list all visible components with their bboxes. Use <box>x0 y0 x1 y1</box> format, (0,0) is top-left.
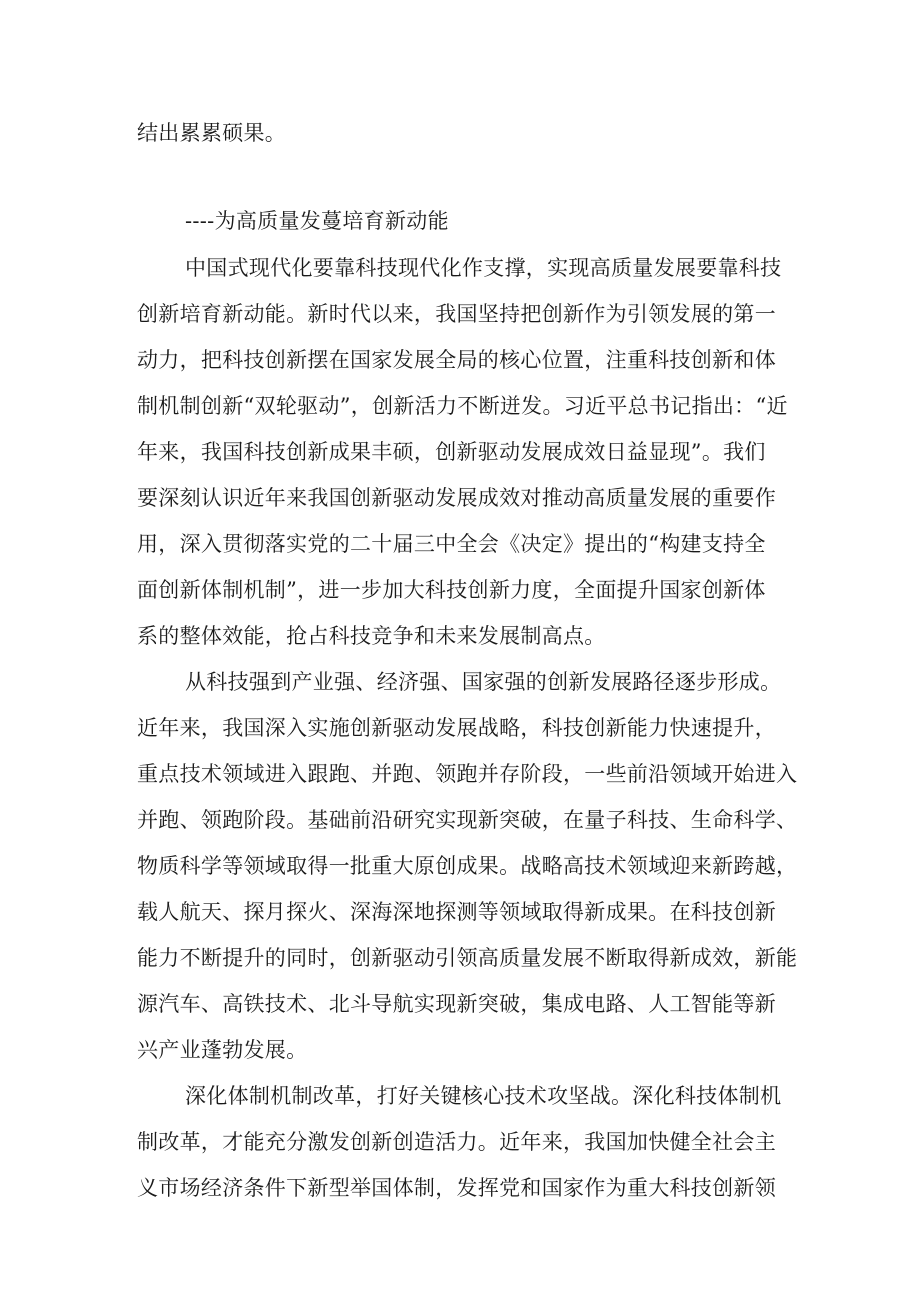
text-line: 系的整体效能，抢占科技竞争和未来发展制高点。 <box>137 624 606 648</box>
text-line: 兴产业蓬勃发展。 <box>137 1038 308 1062</box>
text-line: 能力不断提升的同时，创新驱动引领高质量发展不断取得新成效，新能 <box>137 946 797 970</box>
text-line: 结出累累硕果。 <box>137 121 287 145</box>
text-line: 源汽车、高铁技术、北斗导航实现新突破，集成电路、人工智能等新 <box>137 992 776 1016</box>
text-line: 用，深入贯彻落实党的二十届三中全会《决定》提出的“构建支持全 <box>137 532 766 556</box>
text-line: 并跑、领跑阶段。基础前沿研究实现新突破，在量子科技、生命科学、 <box>137 808 797 832</box>
text-line: 制改革，才能充分激发创新创造活力。近年来，我国加快健全社会主 <box>137 1130 776 1154</box>
text-line: 深化体制机制改革，打好关键核心技术攻坚战。深化科技体制机 <box>185 1084 782 1108</box>
text-line: 从科技强到产业强、经济强、国家强的创新发展路径逐步形成。 <box>185 670 782 694</box>
section-subtitle: ----为高质量发蔓培育新动能 <box>185 209 449 233</box>
text-line: 要深刻认识近年来我国创新驱动发展成效对推动高质量发展的重要作 <box>137 486 776 510</box>
text-line: 年来，我国科技创新成果丰硕，创新驱动发展成效日益显现”。我们 <box>137 440 766 464</box>
text-line: 近年来，我国深入实施创新驱动发展战略，科技创新能力快速提升， <box>137 716 776 740</box>
text-line: 义市场经济条件下新型举国体制，发挥党和国家作为重大科技创新领 <box>137 1176 776 1200</box>
text-line: 面创新体制机制”，进一步加大科技创新力度，全面提升国家创新体 <box>137 578 766 602</box>
text-line: 制机制创新“双轮驱动”，创新活力不断迸发。习近平总书记指出：“近 <box>137 394 788 418</box>
text-line: 动力，把科技创新摆在国家发展全局的核心位置，注重科技创新和体 <box>137 348 776 372</box>
text-line: 载人航天、探月探火、深海深地探测等领域取得新成果。在科技创新 <box>137 900 776 924</box>
text-line: 创新培育新动能。新时代以来，我国坚持把创新作为引领发展的第一 <box>137 302 776 326</box>
text-line: 重点技术领域进入跟跑、并跑、领跑并存阶段，一些前沿领域开始进入 <box>137 762 797 786</box>
text-line: 物质科学等领域取得一批重大原创成果。战略高技术领域迎来新跨越， <box>137 854 797 878</box>
text-line: 中国式现代化要靠科技现代化作支撑，实现高质量发展要靠科技 <box>185 256 782 280</box>
